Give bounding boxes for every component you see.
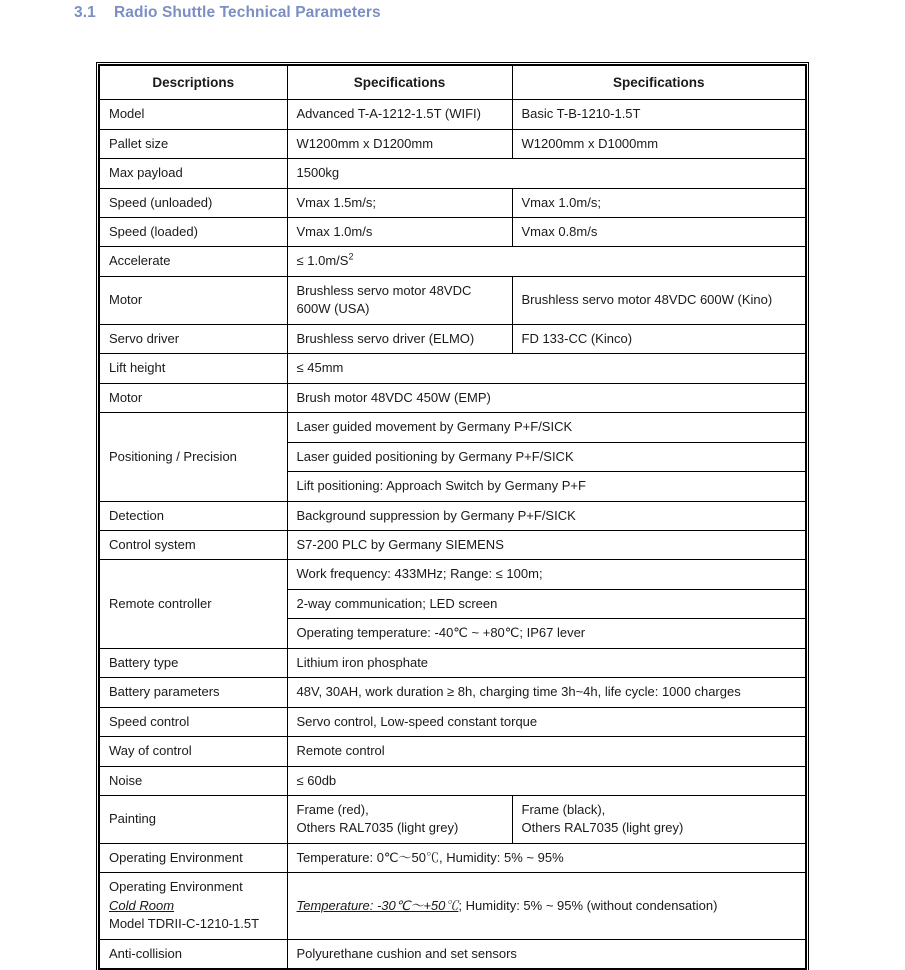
table-body [99, 100, 806, 970]
painting-advanced-line1: Frame (red), [296, 802, 369, 818]
cold-room-label-line2: Cold Room [109, 897, 175, 913]
table-row [99, 100, 806, 129]
cell-control-system-value: S7-200 PLC by Germany SIEMENS [287, 530, 806, 559]
cold-room-label-line3: Model TDRII-C-1210-1.5T [109, 916, 260, 932]
cell-speed-unloaded-advanced: Vmax 1.5m/s; [287, 188, 512, 217]
row-label-speed-loaded: Speed (loaded) [99, 217, 287, 246]
cell-motor-drive-advanced [287, 276, 512, 324]
table-row [99, 939, 806, 969]
row-label-max-payload: Max payload [99, 159, 287, 188]
table-header-row [99, 65, 806, 100]
cell-way-of-control-value: Remote control [287, 737, 806, 766]
section-heading [74, 4, 381, 22]
table-row [99, 354, 806, 383]
cell-anti-collision-value: Polyurethane cushion and set sensors [287, 939, 806, 969]
row-label-accelerate: Accelerate [99, 247, 287, 276]
cell-model-advanced: Advanced T-A-1212-1.5T (WIFI) [287, 100, 512, 129]
cell-lift-height-value: ≤ 45mm [287, 354, 806, 383]
spec-table-container [98, 64, 805, 970]
cell-speed-loaded-advanced: Vmax 1.0m/s [287, 217, 512, 246]
table-row [99, 648, 806, 677]
cell-operating-environment-value: Temperature: 0℃〜50℃, Humidity: 5% ~ 95% [287, 843, 806, 872]
cell-painting-advanced [287, 796, 512, 844]
header-specifications-advanced: Specifications [287, 65, 512, 100]
painting-advanced-line2: Others RAL7035 (light grey) [296, 820, 459, 836]
cold-room-humidity-text: ; Humidity: 5% ~ 95% (without condensation) [458, 897, 718, 913]
table-row [99, 159, 806, 188]
radio-shuttle-spec-table [98, 64, 807, 970]
header-descriptions: Descriptions [99, 65, 287, 100]
cell-max-payload-value: 1500kg [287, 159, 806, 188]
table-row [99, 766, 806, 795]
table-row [99, 560, 806, 589]
row-label-motor-drive: Motor [99, 276, 287, 324]
table-row [99, 707, 806, 736]
row-label-battery-type: Battery type [99, 648, 287, 677]
accelerate-value-exponent: 2 [348, 252, 354, 263]
table-row [99, 324, 806, 353]
row-label-noise: Noise [99, 766, 287, 795]
cell-accelerate-value [287, 247, 806, 276]
painting-basic-line1: Frame (black), [521, 802, 606, 818]
row-label-positioning-precision: Positioning / Precision [99, 413, 287, 501]
cold-room-temperature-emphasis: Temperature: -30℃〜+50℃ [296, 897, 459, 913]
row-label-anti-collision: Anti-collision [99, 939, 287, 969]
cell-battery-type-value: Lithium iron phosphate [287, 648, 806, 677]
row-label-operating-environment-cold-room [99, 873, 287, 939]
table-row [99, 413, 806, 442]
section-number: 3.1 [74, 4, 96, 21]
row-label-painting: Painting [99, 796, 287, 844]
table-row [99, 796, 806, 844]
cell-positioning-line2: Laser guided positioning by Germany P+F/SICK [287, 442, 806, 471]
table-row [99, 843, 806, 872]
cell-speed-loaded-basic: Vmax 0.8m/s [512, 217, 806, 246]
cell-servo-driver-advanced: Brushless servo driver (ELMO) [287, 324, 512, 353]
table-row [99, 501, 806, 530]
table-row [99, 188, 806, 217]
table-row [99, 530, 806, 559]
row-label-operating-environment: Operating Environment [99, 843, 287, 872]
cell-servo-driver-basic: FD 133-CC (Kinco) [512, 324, 806, 353]
row-label-motor-lift: Motor [99, 383, 287, 412]
motor-drive-advanced-line1: Brushless servo motor 48VDC [296, 282, 472, 298]
table-row [99, 276, 806, 324]
row-label-lift-height: Lift height [99, 354, 287, 383]
cell-positioning-line1: Laser guided movement by Germany P+F/SICK [287, 413, 806, 442]
cold-room-label-line1: Operating Environment [109, 879, 243, 895]
table-row [99, 678, 806, 707]
row-label-battery-parameters: Battery parameters [99, 678, 287, 707]
table-row [99, 737, 806, 766]
cell-operating-environment-cold-room-value [287, 873, 806, 939]
row-label-remote-controller: Remote controller [99, 560, 287, 648]
painting-basic-line2: Others RAL7035 (light grey) [521, 820, 684, 836]
table-row [99, 217, 806, 246]
row-label-speed-unloaded: Speed (unloaded) [99, 188, 287, 217]
cell-motor-drive-basic: Brushless servo motor 48VDC 600W (Kino) [512, 276, 806, 324]
cell-speed-control-value: Servo control, Low-speed constant torque [287, 707, 806, 736]
table-row [99, 873, 806, 939]
section-title: Radio Shuttle Technical Parameters [114, 4, 381, 21]
row-label-model: Model [99, 100, 287, 129]
cell-speed-unloaded-basic: Vmax 1.0m/s; [512, 188, 806, 217]
cell-detection-value: Background suppression by Germany P+F/SICK [287, 501, 806, 530]
cell-remote-controller-line2: 2-way communication; LED screen [287, 589, 806, 618]
row-label-pallet-size: Pallet size [99, 129, 287, 158]
cell-positioning-line3: Lift positioning: Approach Switch by Germany P+F [287, 472, 806, 501]
row-label-speed-control: Speed control [99, 707, 287, 736]
cell-painting-basic [512, 796, 806, 844]
cell-model-basic: Basic T-B-1210-1.5T [512, 100, 806, 129]
table-row [99, 247, 806, 276]
cell-noise-value: ≤ 60db [287, 766, 806, 795]
motor-drive-advanced-line2: 600W (USA) [296, 301, 370, 317]
row-label-control-system: Control system [99, 530, 287, 559]
header-specifications-basic: Specifications [512, 65, 806, 100]
table-header [99, 65, 806, 100]
accelerate-value-text: ≤ 1.0m/S [296, 253, 349, 269]
row-label-servo-driver: Servo driver [99, 324, 287, 353]
table-row [99, 129, 806, 158]
cell-remote-controller-line1: Work frequency: 433MHz; Range: ≤ 100m; [287, 560, 806, 589]
cell-pallet-size-advanced: W1200mm x D1200mm [287, 129, 512, 158]
table-row [99, 383, 806, 412]
cell-motor-lift-value: Brush motor 48VDC 450W (EMP) [287, 383, 806, 412]
row-label-way-of-control: Way of control [99, 737, 287, 766]
row-label-detection: Detection [99, 501, 287, 530]
cell-battery-parameters-value: 48V, 30AH, work duration ≥ 8h, charging time 3h~4h, life cycle: 1000 charges [287, 678, 806, 707]
cell-pallet-size-basic: W1200mm x D1000mm [512, 129, 806, 158]
cell-remote-controller-line3: Operating temperature: -40℃ ~ +80℃; IP67 lever [287, 619, 806, 648]
